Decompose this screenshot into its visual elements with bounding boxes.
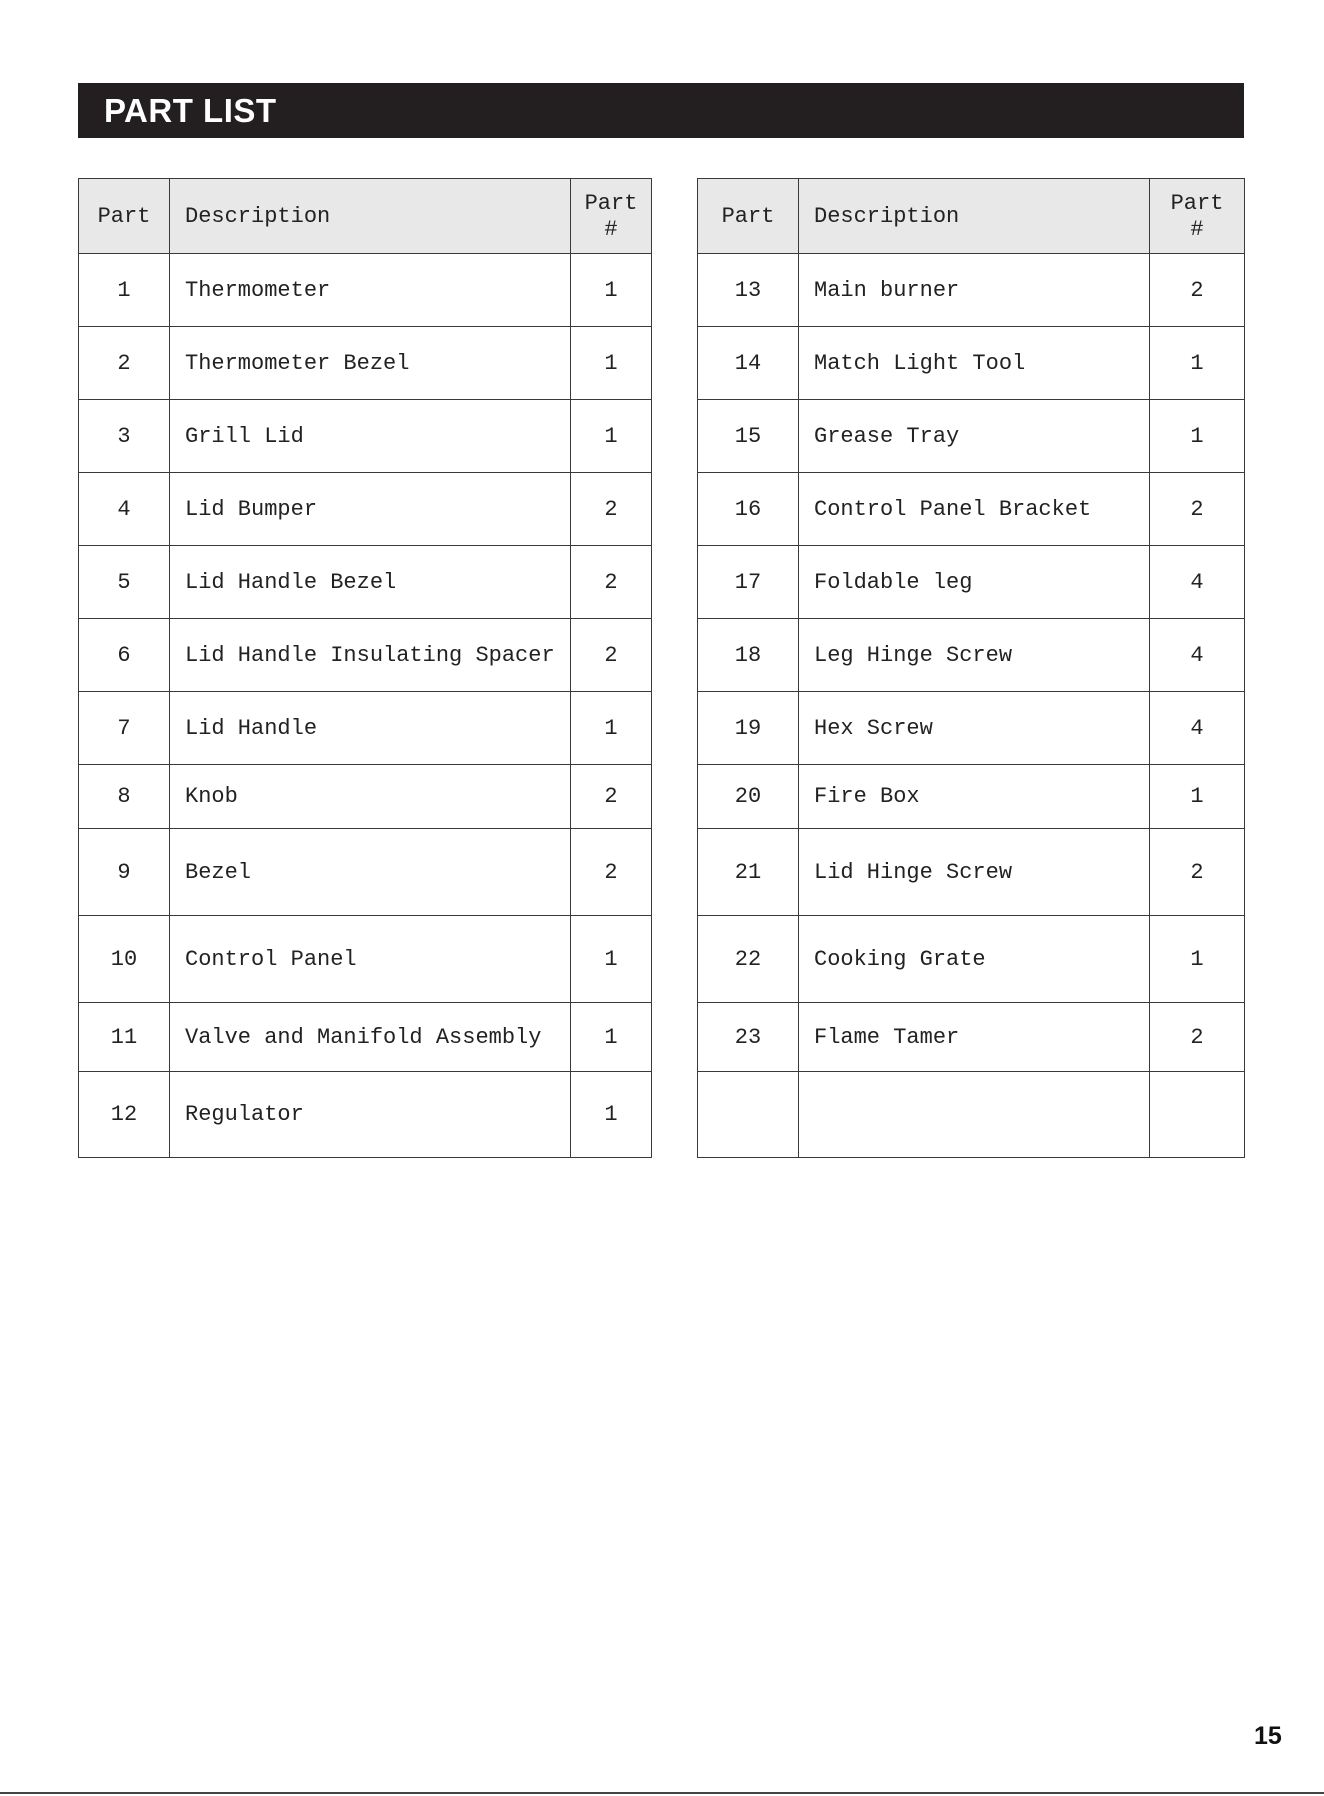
part-description-cell: Knob <box>170 765 571 829</box>
table-row <box>698 692 1245 765</box>
column-header-quantity-line1: Part <box>1170 191 1224 216</box>
table-row <box>79 327 652 400</box>
column-header-quantity-line1: Part <box>584 191 638 216</box>
part-number-cell: 17 <box>698 546 799 619</box>
part-quantity-cell: 1 <box>571 1072 652 1158</box>
page-number: 15 <box>1254 1722 1282 1750</box>
column-header-part: Part <box>79 179 170 254</box>
table-row <box>698 400 1245 473</box>
part-quantity-cell: 4 <box>1150 619 1245 692</box>
column-header-description: Description <box>799 179 1150 254</box>
part-description-cell: Control Panel Bracket <box>799 473 1150 546</box>
part-description-cell: Control Panel <box>170 916 571 1003</box>
part-description-cell: Thermometer <box>170 254 571 327</box>
bottom-divider <box>0 1792 1324 1794</box>
section-header-bar <box>78 83 1244 138</box>
part-quantity-cell <box>1150 1072 1245 1158</box>
part-description-cell: Lid Handle Insulating Spacer <box>170 619 571 692</box>
part-number-cell: 6 <box>79 619 170 692</box>
table-row <box>79 765 652 829</box>
table-row <box>698 473 1245 546</box>
table-row <box>698 1072 1245 1158</box>
part-quantity-cell: 1 <box>1150 765 1245 829</box>
part-description-cell: Lid Hinge Screw <box>799 829 1150 916</box>
table-row <box>698 829 1245 916</box>
part-number-cell: 1 <box>79 254 170 327</box>
part-number-cell: 19 <box>698 692 799 765</box>
part-quantity-cell: 1 <box>571 400 652 473</box>
part-number-cell: 9 <box>79 829 170 916</box>
table-row <box>79 916 652 1003</box>
part-description-cell: Hex Screw <box>799 692 1150 765</box>
table-row <box>698 254 1245 327</box>
part-quantity-cell: 1 <box>1150 327 1245 400</box>
part-quantity-cell: 2 <box>571 546 652 619</box>
column-header-part: Part <box>698 179 799 254</box>
part-quantity-cell: 2 <box>1150 254 1245 327</box>
table-row <box>79 546 652 619</box>
part-description-cell: Bezel <box>170 829 571 916</box>
part-description-cell: Regulator <box>170 1072 571 1158</box>
part-quantity-cell: 2 <box>1150 829 1245 916</box>
table-row <box>79 400 652 473</box>
table-row <box>698 1003 1245 1072</box>
part-description-cell: Flame Tamer <box>799 1003 1150 1072</box>
part-number-cell: 5 <box>79 546 170 619</box>
part-number-cell: 14 <box>698 327 799 400</box>
part-number-cell: 12 <box>79 1072 170 1158</box>
parts-table-left-body <box>79 254 652 1158</box>
part-quantity-cell: 1 <box>571 327 652 400</box>
part-quantity-cell: 2 <box>1150 473 1245 546</box>
part-number-cell: 11 <box>79 1003 170 1072</box>
table-row <box>79 1003 652 1072</box>
table-header-row <box>79 179 652 254</box>
part-number-cell: 21 <box>698 829 799 916</box>
part-quantity-cell: 1 <box>1150 916 1245 1003</box>
part-number-cell: 13 <box>698 254 799 327</box>
parts-table-right-body <box>698 254 1245 1158</box>
table-row <box>698 619 1245 692</box>
part-description-cell: Lid Handle <box>170 692 571 765</box>
table-row <box>698 327 1245 400</box>
part-number-cell: 4 <box>79 473 170 546</box>
part-description-cell: Lid Handle Bezel <box>170 546 571 619</box>
column-header-description: Description <box>170 179 571 254</box>
part-description-cell: Lid Bumper <box>170 473 571 546</box>
table-row <box>698 916 1245 1003</box>
table-row <box>79 1072 652 1158</box>
part-quantity-cell: 1 <box>571 692 652 765</box>
part-quantity-cell: 2 <box>571 829 652 916</box>
column-header-quantity-line2: # <box>1190 217 1204 242</box>
parts-table-left <box>78 178 652 1158</box>
column-header-quantity <box>1150 179 1245 254</box>
part-description-cell: Grease Tray <box>799 400 1150 473</box>
part-quantity-cell: 4 <box>1150 546 1245 619</box>
part-number-cell: 16 <box>698 473 799 546</box>
part-number-cell <box>698 1072 799 1158</box>
column-header-quantity-line2: # <box>604 217 618 242</box>
table-row <box>698 765 1245 829</box>
part-description-cell: Valve and Manifold Assembly <box>170 1003 571 1072</box>
part-number-cell: 3 <box>79 400 170 473</box>
part-number-cell: 22 <box>698 916 799 1003</box>
part-number-cell: 8 <box>79 765 170 829</box>
table-header-row <box>698 179 1245 254</box>
part-number-cell: 23 <box>698 1003 799 1072</box>
part-description-cell: Foldable leg <box>799 546 1150 619</box>
table-row <box>79 829 652 916</box>
page-title: PART LIST <box>104 92 277 129</box>
part-quantity-cell: 1 <box>1150 400 1245 473</box>
table-row <box>79 254 652 327</box>
part-number-cell: 15 <box>698 400 799 473</box>
part-number-cell: 7 <box>79 692 170 765</box>
part-description-cell: Fire Box <box>799 765 1150 829</box>
part-description-cell: Grill Lid <box>170 400 571 473</box>
part-quantity-cell: 1 <box>571 916 652 1003</box>
part-number-cell: 10 <box>79 916 170 1003</box>
table-row <box>79 473 652 546</box>
part-description-cell: Match Light Tool <box>799 327 1150 400</box>
part-description-cell <box>799 1072 1150 1158</box>
part-quantity-cell: 2 <box>571 619 652 692</box>
part-quantity-cell: 2 <box>571 765 652 829</box>
part-quantity-cell: 1 <box>571 254 652 327</box>
table-row <box>79 692 652 765</box>
part-description-cell: Thermometer Bezel <box>170 327 571 400</box>
part-description-cell: Main burner <box>799 254 1150 327</box>
table-row <box>79 619 652 692</box>
part-quantity-cell: 2 <box>571 473 652 546</box>
part-quantity-cell: 1 <box>571 1003 652 1072</box>
part-quantity-cell: 2 <box>1150 1003 1245 1072</box>
table-row <box>698 546 1245 619</box>
part-description-cell: Leg Hinge Screw <box>799 619 1150 692</box>
parts-table-right <box>697 178 1245 1158</box>
column-header-quantity <box>571 179 652 254</box>
part-number-cell: 18 <box>698 619 799 692</box>
part-quantity-cell: 4 <box>1150 692 1245 765</box>
part-number-cell: 2 <box>79 327 170 400</box>
part-description-cell: Cooking Grate <box>799 916 1150 1003</box>
part-number-cell: 20 <box>698 765 799 829</box>
